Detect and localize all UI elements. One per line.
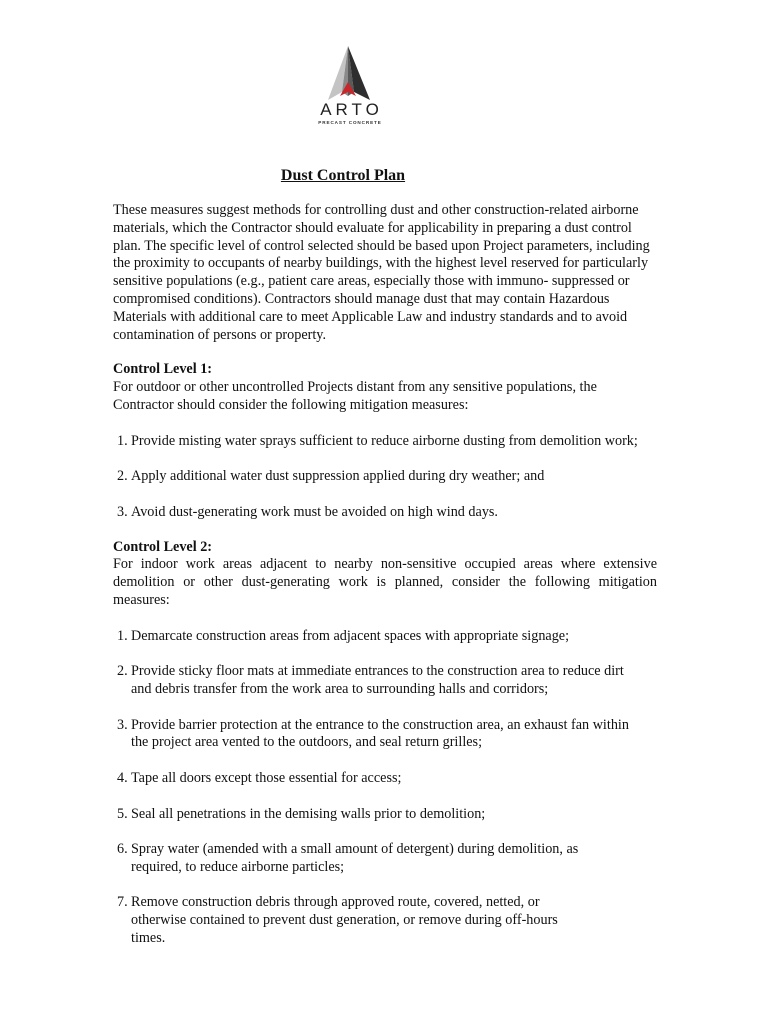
list-item-number: 4.: [117, 769, 128, 786]
logo-tagline: PRECAST CONCRETE: [318, 120, 382, 125]
list-item-number: 1.: [117, 432, 128, 449]
list-item: [113, 806, 631, 824]
list-item-number: 2.: [117, 468, 128, 485]
control-level-1-list: [113, 433, 657, 522]
list-item: [113, 894, 591, 947]
company-logo: [304, 44, 396, 128]
list-item-text: Tape all doors except those essential for access;: [131, 769, 402, 786]
intro-paragraph: These measures suggest methods for controlling dust and other construction-related airborne materials, which the Contractor should evaluate for applicability in preparing a dust control plan. The specific level of control selected should be based upon Project parameters, including the proximity to occupants of nearby buildings, with the highest level reserved for particularly sensitive populations (e.g., patient care areas, especially those with immuno- suppressed or compromised conditions). Contractors should manage dust that may contain Hazardous Materials with additional care to meet Applicable Law and industry standards and to avoid contamination of persons or property.: [113, 202, 650, 343]
list-item-number: 3.: [117, 503, 128, 520]
list-item-number: 6.: [117, 841, 128, 858]
list-item-text: Provide barrier protection at the entrance to the construction area, an exhaust fan within the project area vented to the outdoors, and seal return grilles;: [131, 716, 629, 751]
list-item: [113, 628, 631, 646]
control-level-2-heading: Control Level 2:: [113, 538, 213, 555]
list-item: [113, 663, 631, 699]
list-item-number: 2.: [117, 663, 128, 680]
list-item-text: Spray water (amended with a small amount of detergent) during demolition, as required, to reduce airborne particles;: [131, 841, 579, 875]
control-level-2-list: [113, 628, 657, 948]
control-level-1-heading: Control Level 1:: [113, 361, 213, 378]
list-item: [113, 717, 631, 753]
control-level-1-description: For outdoor or other uncontrolled Projects distant from any sensitive populations, the Contractor should consider the following mitigation measures:: [113, 379, 597, 413]
logo-triangle-icon: [304, 44, 396, 102]
list-item-number: 5.: [117, 805, 128, 822]
document-title: Dust Control Plan: [280, 167, 406, 184]
logo-wordmark: ARTO: [320, 100, 383, 119]
list-item-text: Apply additional water dust suppression applied during dry weather; and: [131, 468, 545, 485]
list-item-text: Provide sticky floor mats at immediate entrances to the construction area to reduce dirt and debris transfer from the work area to surrounding halls and corridors;: [131, 663, 624, 697]
list-item-text: Avoid dust-generating work must be avoided on high wind days.: [131, 503, 498, 520]
list-item-text: Demarcate construction areas from adjacent spaces with appropriate signage;: [131, 627, 570, 644]
document-body: [113, 202, 657, 948]
list-item: [113, 433, 651, 451]
list-item: [113, 468, 651, 486]
list-item-text: Remove construction debris through approved route, covered, netted, or otherwise contained to prevent dust generation, or remove during off-hours times.: [131, 894, 558, 947]
list-item-number: 1.: [117, 627, 128, 644]
list-item: [113, 770, 631, 788]
list-item: [113, 504, 651, 522]
list-item-text: Seal all penetrations in the demising walls prior to demolition;: [131, 805, 486, 822]
list-item: [113, 841, 631, 877]
list-item-text: Provide misting water sprays sufficient to reduce airborne dusting from demolition work;: [131, 432, 638, 449]
list-item-number: 7.: [117, 894, 128, 911]
control-level-2-description: For indoor work areas adjacent to nearby non-sensitive occupied areas where extensive demolition or other dust-generating work is planned, consider the following mitigation measures:: [113, 556, 657, 608]
list-item-number: 3.: [117, 716, 128, 733]
